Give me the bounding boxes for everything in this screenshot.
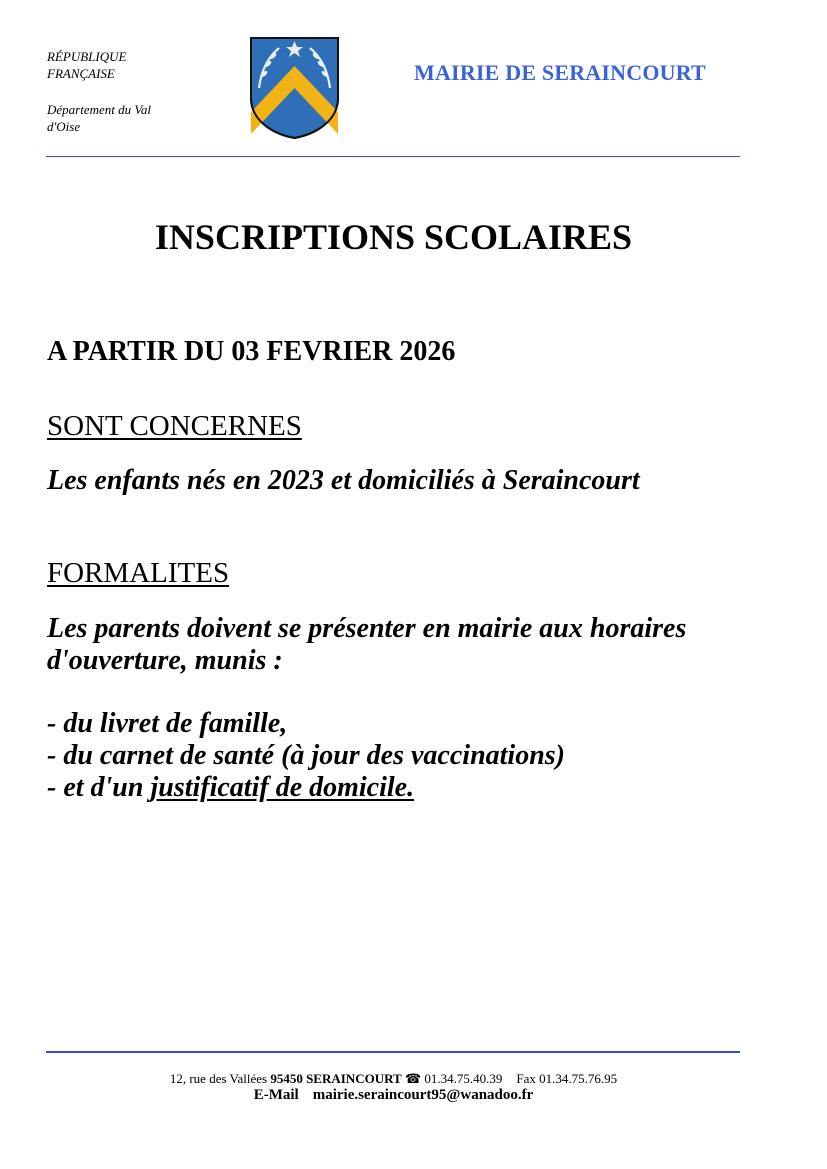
start-date: A PARTIR DU 03 FEVRIER 2026 xyxy=(47,336,456,367)
email-label: E-Mail xyxy=(253,1087,299,1103)
street-address: 12, rue des Vallées xyxy=(169,1071,268,1086)
footer-email xyxy=(0,1087,787,1104)
postcode-city: 95450 SERAINCOURT xyxy=(270,1071,402,1086)
republic-line-1: RÉPUBLIQUE xyxy=(47,49,127,64)
coat-of-arms-icon xyxy=(247,36,342,140)
list-item: - du carnet de santé (à jour des vaccinations) xyxy=(47,740,565,771)
formalities-intro-line-1: Les parents doivent se présenter en mairie aux horaires xyxy=(47,613,687,644)
department-line-1: Département du Val xyxy=(47,102,151,117)
fax-number: Fax 01.34.75.76.95 xyxy=(516,1071,618,1086)
formalities-intro-line-2: d'ouverture, munis : xyxy=(47,645,283,676)
documents-list xyxy=(47,708,747,804)
list-item xyxy=(47,772,747,804)
concerned-text: Les enfants nés en 2023 et domiciliés à Seraincourt xyxy=(47,465,640,496)
footer-divider xyxy=(46,1051,740,1053)
concerned-heading: SONT CONCERNES xyxy=(47,410,302,442)
list-item: - du livret de famille, xyxy=(47,708,288,739)
phone-number: 01.34.75.40.39 xyxy=(424,1071,503,1086)
email-address: mairie.seraincourt95@wanadoo.fr xyxy=(312,1087,534,1103)
department-line-2: d'Oise xyxy=(47,119,81,134)
page-title: INSCRIPTIONS SCOLAIRES xyxy=(154,217,633,257)
telephone-icon: ☎ xyxy=(404,1071,422,1086)
republic-label xyxy=(47,48,167,82)
formalities-heading: FORMALITES xyxy=(47,557,230,589)
formalities-intro xyxy=(47,613,747,677)
department-label xyxy=(47,101,187,135)
header-divider xyxy=(46,156,740,157)
list-item-prefix: - et d'un xyxy=(47,772,151,803)
mairie-title: MAIRIE DE SERAINCOURT xyxy=(414,60,706,85)
footer-address xyxy=(0,1071,787,1087)
republic-line-2: FRANÇAISE xyxy=(47,66,115,81)
proof-of-address-text: justificatif de domicile. xyxy=(150,772,415,803)
